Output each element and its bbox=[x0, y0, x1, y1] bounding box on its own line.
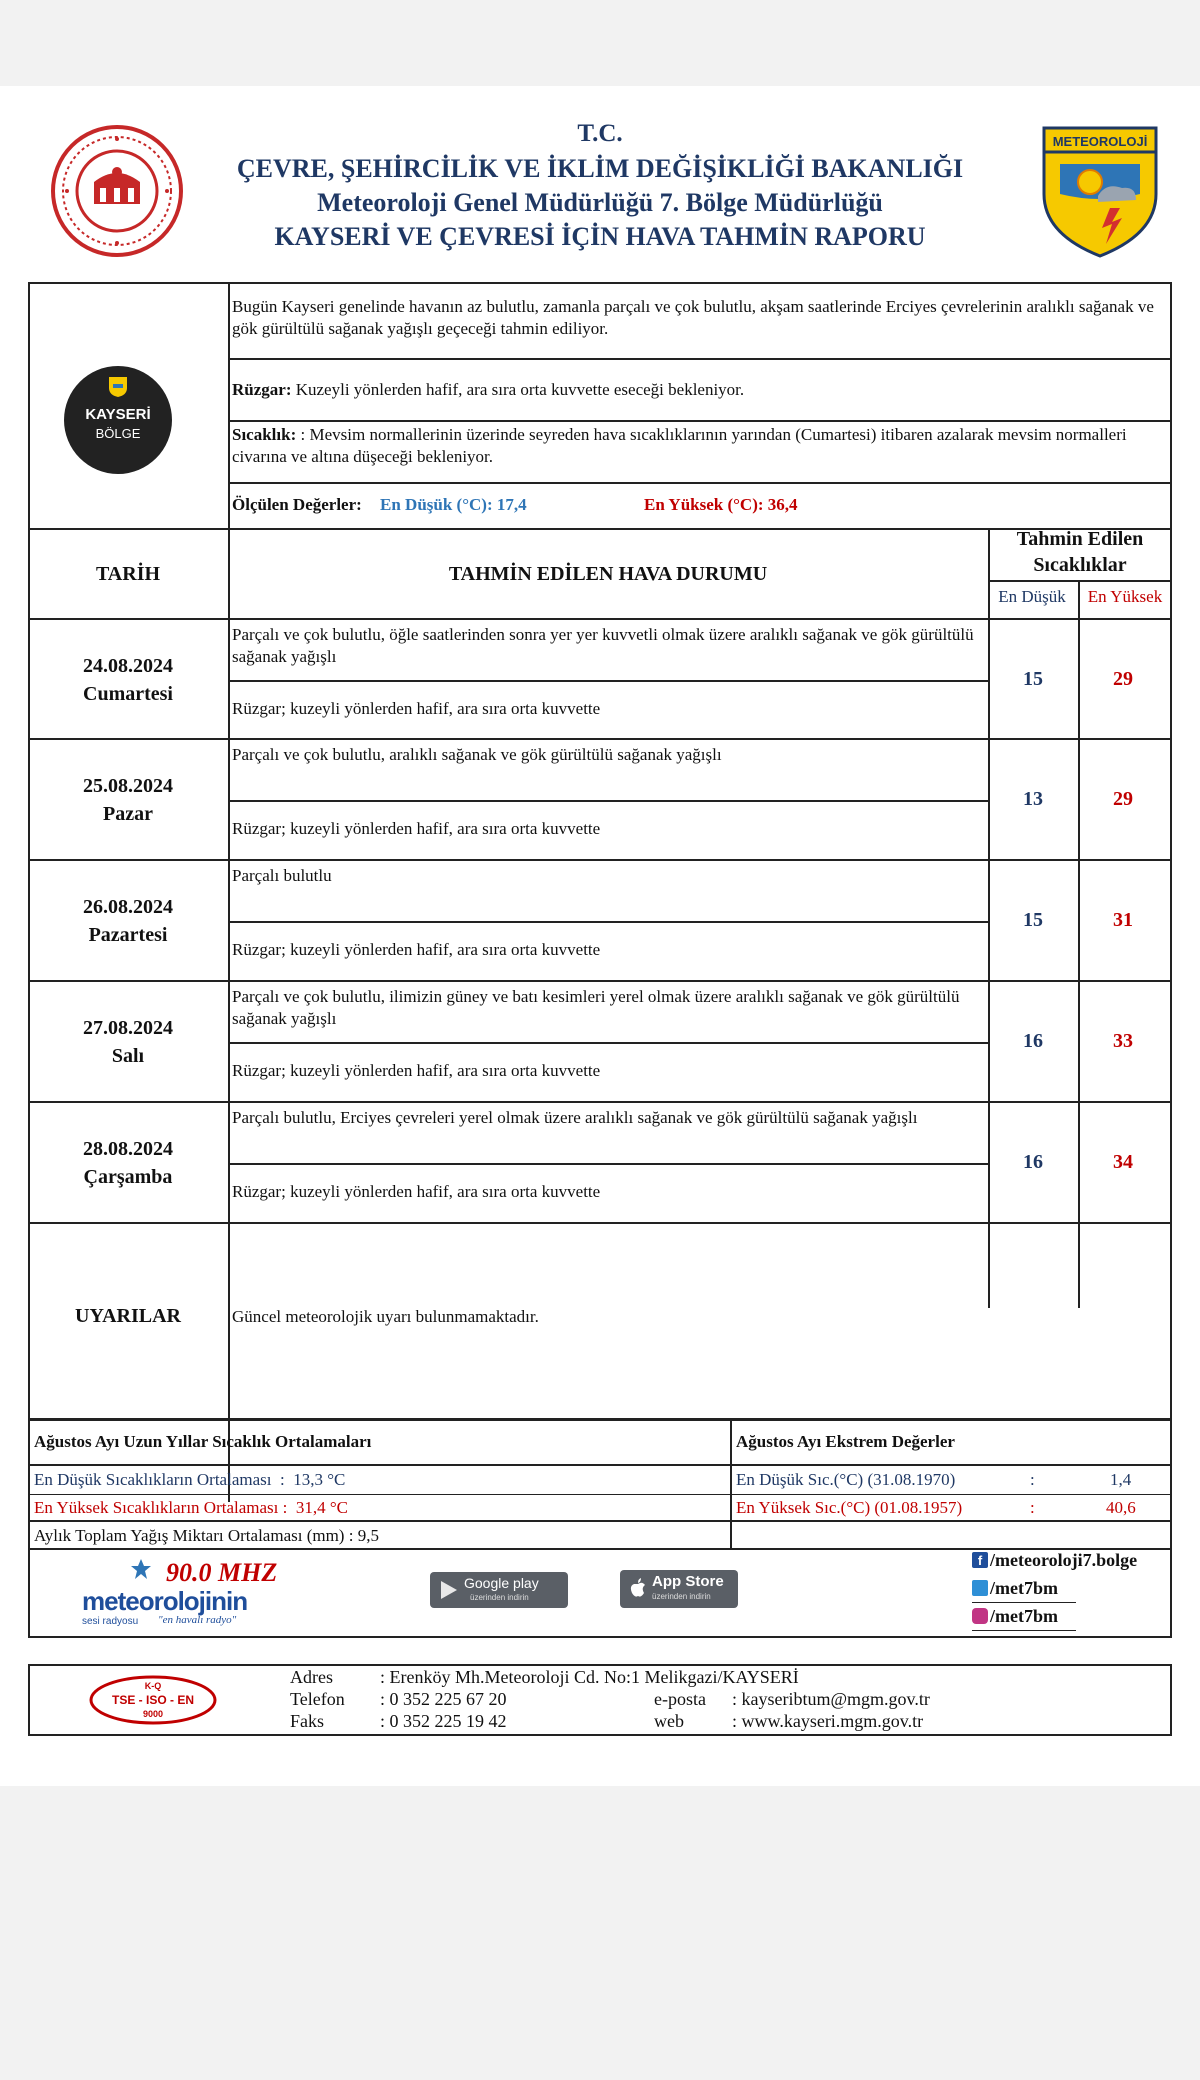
phone-value: : 0 352 225 67 20 bbox=[380, 1689, 507, 1709]
radio-tagline: sesi radyosu bbox=[82, 1616, 139, 1627]
date: 28.08.2024 bbox=[83, 1138, 173, 1160]
header-tc: T.C. bbox=[577, 120, 623, 147]
divider bbox=[228, 358, 1172, 360]
header-directorate: Meteoroloji Genel Müdürlüğü 7. Bölge Müdürlüğü bbox=[317, 188, 883, 217]
day-row-4-low: 16 bbox=[1023, 1030, 1043, 1052]
summary-temp-label: Sıcaklık: bbox=[232, 425, 297, 444]
day-row-3-weather: Parçalı bulutlu bbox=[232, 866, 332, 885]
extreme-high-colon: : bbox=[1030, 1498, 1035, 1517]
date: 24.08.2024 bbox=[83, 655, 173, 677]
web-value[interactable]: : www.kayseri.mgm.gov.tr bbox=[732, 1711, 924, 1731]
divider bbox=[228, 1163, 988, 1165]
summary-temp bbox=[232, 424, 1167, 468]
weekday: Pazar bbox=[103, 803, 153, 825]
extreme-low-colon: : bbox=[1030, 1470, 1035, 1489]
cert-bottom: 9000 bbox=[142, 1709, 164, 1719]
google-play-sub: üzerinden indirin bbox=[470, 1593, 529, 1602]
date: 25.08.2024 bbox=[83, 775, 173, 797]
address-label: Adres bbox=[290, 1667, 333, 1687]
warnings-text: Güncel meteorolojik uyarı bulunmamaktadır. bbox=[232, 1307, 539, 1326]
day-row-1-date bbox=[28, 652, 228, 708]
app-store-button[interactable] bbox=[620, 1570, 738, 1608]
climate-left-title: Ağustos Ayı Uzun Yıllar Sıcaklık Ortalamaları bbox=[34, 1432, 372, 1451]
shield-label: METEOROLOJİ bbox=[1052, 134, 1148, 149]
divider bbox=[28, 1222, 1172, 1224]
day-row-3-date bbox=[28, 893, 228, 949]
divider bbox=[28, 738, 1172, 740]
google-play-button[interactable] bbox=[430, 1572, 568, 1608]
app-store-sub: üzerinden indirin bbox=[652, 1592, 711, 1601]
badge-line2: BÖLGE bbox=[95, 426, 141, 441]
weekday: Salı bbox=[111, 1045, 145, 1067]
app-store-label: App Store bbox=[652, 1573, 724, 1590]
google-play-label: Google play bbox=[464, 1575, 539, 1591]
radio-tagline-2: "en havalı radyo" bbox=[158, 1614, 237, 1626]
badge-line1: KAYSERİ bbox=[85, 406, 151, 423]
climate-avg-high: En Yüksek Sıcaklıkların Ortalaması : 31,4 °C bbox=[34, 1498, 349, 1517]
ministry-seal-icon bbox=[42, 124, 192, 259]
phone-label: Telefon bbox=[290, 1689, 345, 1709]
tse-cert-icon bbox=[88, 1674, 218, 1726]
day-row-5-low: 16 bbox=[1023, 1151, 1043, 1173]
day-row-1-low: 15 bbox=[1023, 668, 1043, 690]
col-header-low: En Düşük bbox=[998, 587, 1066, 606]
header-ministry: ÇEVRE, ŞEHİRCİLİK VE İKLİM DEĞİŞİKLİĞİ BAKANLIĞI bbox=[236, 154, 964, 183]
divider bbox=[28, 1464, 1172, 1466]
divider bbox=[732, 1494, 1172, 1495]
star-icon bbox=[130, 1558, 152, 1580]
date: 26.08.2024 bbox=[83, 896, 173, 918]
day-row-4-weather: Parçalı ve çok bulutlu, ilimizin güney ve batı kesimleri yerel olmak üzere aralıklı sağanak ve gök gürültülü sağanak yağışlı bbox=[232, 987, 960, 1028]
fax-label: Faks bbox=[290, 1711, 325, 1731]
instagram-icon bbox=[972, 1608, 988, 1624]
measured-min: En Düşük (°C): 17,4 bbox=[380, 495, 527, 514]
divider bbox=[228, 921, 988, 923]
date: 27.08.2024 bbox=[83, 1017, 173, 1039]
extreme-high-label: En Yüksek Sıc.(°C) (01.08.1957) bbox=[736, 1498, 963, 1517]
divider bbox=[228, 680, 988, 682]
divider bbox=[988, 580, 1172, 582]
divider bbox=[228, 482, 1172, 484]
day-row-5-weather: Parçalı bulutlu, Erciyes çevreleri yerel olmak üzere aralıklı sağanak ve gök gürültülü sağanak yağışlı bbox=[232, 1108, 918, 1127]
divider bbox=[972, 1602, 1076, 1603]
day-row-3-low: 15 bbox=[1023, 909, 1043, 931]
web-label: web bbox=[654, 1711, 684, 1731]
address-value: : Erenköy Mh.Meteoroloji Cd. No:1 Melikgazi/KAYSERİ bbox=[380, 1667, 799, 1687]
day-row-2-low: 13 bbox=[1023, 788, 1043, 810]
summary-general: Bugün Kayseri genelinde havanın az bulutlu, zamanla parçalı ve çok bulutlu, akşam saatlerinde Erciyes çevrelerinin aralıklı sağanak ve gök gürültülü sağanak yağışlı geçeceği tahmin ediliyor. bbox=[232, 297, 1154, 338]
divider bbox=[28, 1101, 1172, 1103]
facebook-link[interactable]: /meteoroloji7.bolge bbox=[990, 1550, 1138, 1570]
fax-value: : 0 352 225 19 42 bbox=[380, 1711, 507, 1731]
summary-wind-label: Rüzgar: bbox=[232, 380, 292, 399]
col-header-forecast: TAHMİN EDİLEN HAVA DURUMU bbox=[448, 563, 768, 585]
day-row-3-wind: Rüzgar; kuzeyli yönlerden hafif, ara sıra orta kuvvette bbox=[232, 940, 601, 959]
kayseri-bolge-badge bbox=[64, 366, 172, 474]
facebook-icon: f bbox=[972, 1552, 988, 1568]
report-page bbox=[0, 86, 1200, 1786]
day-row-4-wind: Rüzgar; kuzeyli yönlerden hafif, ara sıra orta kuvvette bbox=[232, 1061, 601, 1080]
weekday: Cumartesi bbox=[83, 683, 173, 705]
day-row-5-wind: Rüzgar; kuzeyli yönlerden hafif, ara sıra orta kuvvette bbox=[232, 1182, 601, 1201]
day-row-2-date bbox=[28, 772, 228, 828]
divider bbox=[228, 800, 988, 802]
instagram-link[interactable]: /met7bm bbox=[990, 1606, 1058, 1626]
measured-max: En Yüksek (°C): 36,4 bbox=[644, 495, 798, 514]
divider bbox=[28, 618, 1172, 620]
weekday: Pazartesi bbox=[88, 924, 168, 946]
day-row-4-high: 33 bbox=[1113, 1030, 1133, 1052]
warnings-label: UYARILAR bbox=[75, 1305, 181, 1327]
cert-top: K-Q bbox=[144, 1681, 162, 1691]
radio-name: meteorolojinin bbox=[82, 1586, 248, 1616]
summary-temp-text: : Mevsim normallerinin üzerinde seyreden hava sıcaklıklarının yarından (Cumartesi) itibaren azalarak mevsim normalleri civarına ve altına düşeceği bekleniyor. bbox=[232, 425, 1127, 466]
extreme-low-value: 1,4 bbox=[1110, 1470, 1132, 1489]
apple-icon bbox=[630, 1578, 646, 1598]
divider bbox=[228, 1042, 988, 1044]
meteoroloji-shield-icon bbox=[1040, 124, 1160, 259]
summary-wind-text: Kuzeyli yönlerden hafif, ara sıra orta kuvvette eseceği bekleniyor. bbox=[291, 380, 745, 399]
weekday: Çarşamba bbox=[83, 1166, 173, 1188]
left-column-divider bbox=[228, 282, 230, 1227]
measured-label: Ölçülen Değerler: bbox=[232, 495, 362, 514]
col-header-temps: Tahmin Edilen Sıcaklıklar bbox=[1016, 528, 1144, 576]
email-label: e-posta bbox=[654, 1689, 706, 1709]
extreme-high-value: 40,6 bbox=[1106, 1498, 1136, 1517]
divider bbox=[730, 1418, 732, 1550]
radio-logo bbox=[80, 1558, 300, 1628]
climate-avg-low: En Düşük Sıcaklıkların Ortalaması : 13,3 °C bbox=[34, 1470, 346, 1489]
climate-rain: Aylık Toplam Yağış Miktarı Ortalaması (mm) : 9,5 bbox=[34, 1526, 379, 1545]
day-row-1-wind: Rüzgar; kuzeyli yönlerden hafif, ara sıra orta kuvvette bbox=[232, 699, 601, 718]
google-play-icon bbox=[440, 1580, 458, 1600]
day-row-2-high: 29 bbox=[1113, 788, 1133, 810]
header-report-title: KAYSERİ VE ÇEVRESİ İÇİN HAVA TAHMİN RAPORU bbox=[274, 222, 926, 251]
day-row-5-high: 34 bbox=[1113, 1151, 1133, 1173]
day-row-1-high: 29 bbox=[1113, 668, 1133, 690]
divider bbox=[28, 980, 1172, 982]
divider bbox=[28, 859, 1172, 861]
day-row-3-high: 31 bbox=[1113, 909, 1133, 931]
day-row-2-wind: Rüzgar; kuzeyli yönlerden hafif, ara sıra orta kuvvette bbox=[232, 819, 601, 838]
email-value[interactable]: : kayseribtum@mgm.gov.tr bbox=[732, 1689, 930, 1709]
day-row-4-date bbox=[28, 1014, 228, 1070]
col-header-date: TARİH bbox=[95, 563, 161, 585]
col-header-high: En Yüksek bbox=[1087, 587, 1163, 606]
badge-shield-icon bbox=[108, 376, 128, 398]
divider bbox=[972, 1630, 1076, 1631]
twitter-icon bbox=[972, 1580, 988, 1596]
summary-wind bbox=[232, 379, 1167, 401]
day-row-2-weather: Parçalı ve çok bulutlu, aralıklı sağanak ve gök gürültülü sağanak yağışlı bbox=[232, 745, 722, 764]
divider bbox=[28, 1494, 732, 1495]
divider bbox=[228, 420, 1172, 422]
radio-frequency: 90.0 MHZ bbox=[166, 1558, 278, 1587]
divider bbox=[28, 1520, 1172, 1522]
extreme-low-label: En Düşük Sıc.(°C) (31.08.1970) bbox=[736, 1470, 956, 1489]
day-row-1-weather: Parçalı ve çok bulutlu, öğle saatlerinden sonra yer yer kuvvetli olmak üzere aralıklı sağanak ve gök gürültülü sağanak yağışlı bbox=[232, 625, 974, 666]
climate-right-title: Ağustos Ayı Ekstrem Değerler bbox=[736, 1432, 955, 1451]
day-row-5-date bbox=[28, 1135, 228, 1191]
cert-mid: TSE - ISO - EN bbox=[111, 1693, 195, 1707]
twitter-link[interactable]: /met7bm bbox=[990, 1578, 1058, 1598]
